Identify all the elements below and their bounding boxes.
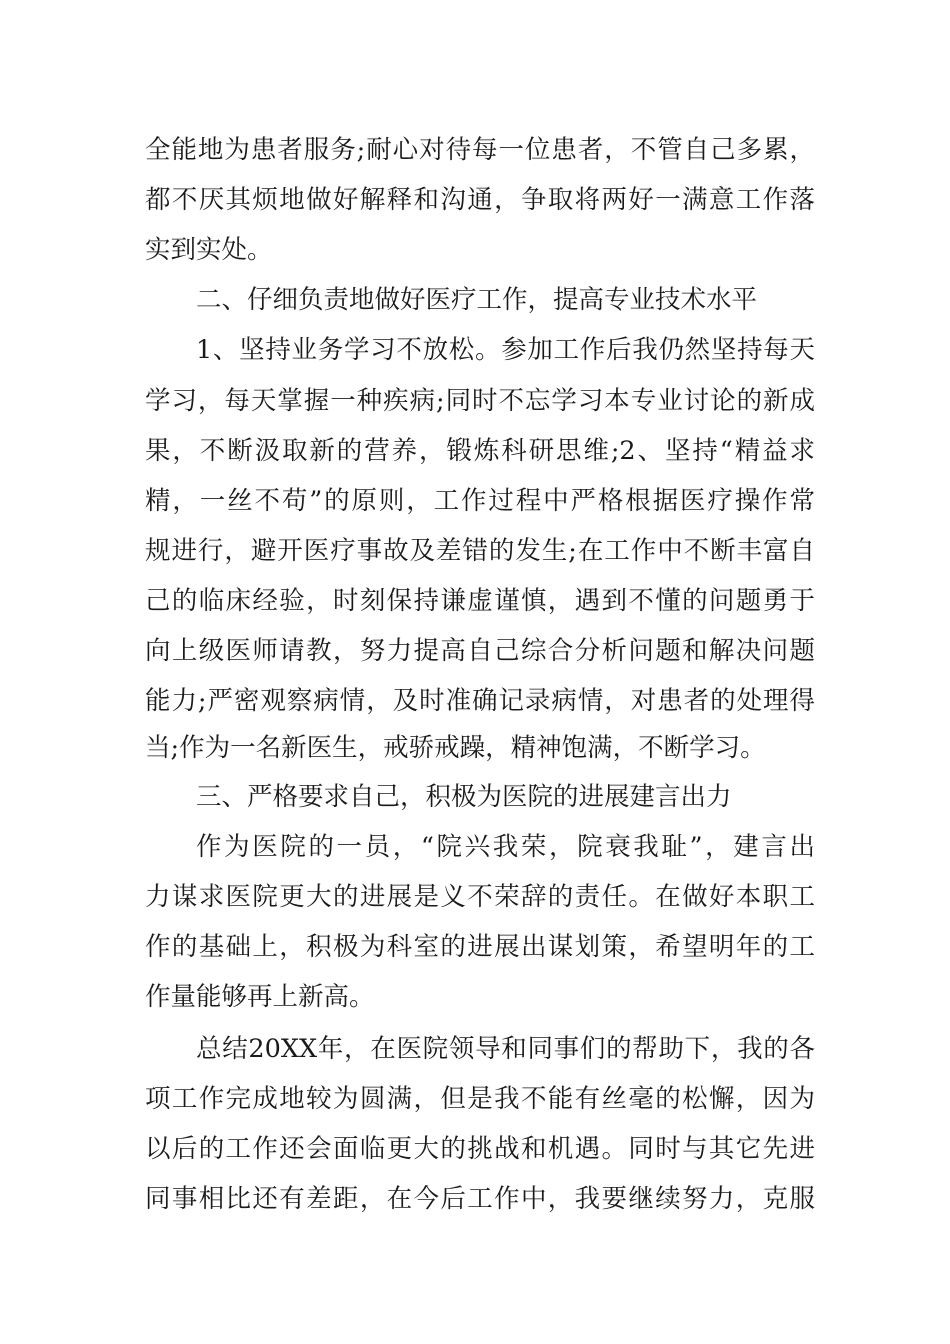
text-line: 实到实处。 bbox=[145, 235, 273, 265]
text-line: 项工作完成地较为圆满，但是我不能有丝毫的松懈，因为 bbox=[145, 1084, 815, 1114]
text-line: 作量能够再上新高。 bbox=[145, 982, 375, 1012]
text-line: 向上级医师请教，努力提高自己综合分析问题和解决问题 bbox=[145, 636, 815, 666]
section-heading: 二、仔细负责地做好医疗工作，提高专业技术水平 bbox=[196, 285, 758, 315]
text-line: 精，一丝不苟”的原则，工作过程中严格根据医疗操作常 bbox=[145, 486, 815, 516]
text-line: 力谋求医院更大的进展是义不荣辞的责任。在做好本职工 bbox=[145, 882, 815, 912]
text-line: 作为医院的一员，“院兴我荣，院衰我耻”，建言出 bbox=[196, 832, 815, 862]
text-line: 都不厌其烦地做好解释和沟通，争取将两好一满意工作落 bbox=[145, 185, 815, 215]
text-line: 全能地为患者服务;耐心对待每一位患者，不管自己多累， bbox=[145, 135, 815, 165]
text-line: 当;作为一名新医生，戒骄戒躁，精神饱满，不断学习。 bbox=[145, 733, 766, 763]
text-line: 果，不断汲取新的营养，锻炼科研思维;2、坚持“精益求 bbox=[145, 436, 815, 466]
text-line: 学习，每天掌握一种疾病;同时不忘学习本专业讨论的新成 bbox=[145, 386, 815, 416]
text-line: 作的基础上，积极为科室的进展出谋划策，希望明年的工 bbox=[145, 932, 815, 962]
text-line: 同事相比还有差距，在今后工作中，我要继续努力，克服 bbox=[145, 1184, 815, 1214]
text-line: 以后的工作还会面临更大的挑战和机遇。同时与其它先进 bbox=[145, 1134, 815, 1164]
text-line: 规进行，避开医疗事故及差错的发生;在工作中不断丰富自 bbox=[145, 536, 815, 566]
text-line: 能力;严密观察病情，及时准确记录病情，对患者的处理得 bbox=[145, 686, 815, 716]
text-line: 1、坚持业务学习不放松。参加工作后我仍然坚持每天 bbox=[196, 335, 815, 365]
section-heading: 三、严格要求自己，积极为医院的进展建言出力 bbox=[196, 782, 732, 812]
text-line: 己的临床经验，时刻保持谦虚谨慎，遇到不懂的问题勇于 bbox=[145, 586, 815, 616]
text-line: 总结20XX年，在医院领导和同事们的帮助下，我的各 bbox=[196, 1034, 815, 1064]
